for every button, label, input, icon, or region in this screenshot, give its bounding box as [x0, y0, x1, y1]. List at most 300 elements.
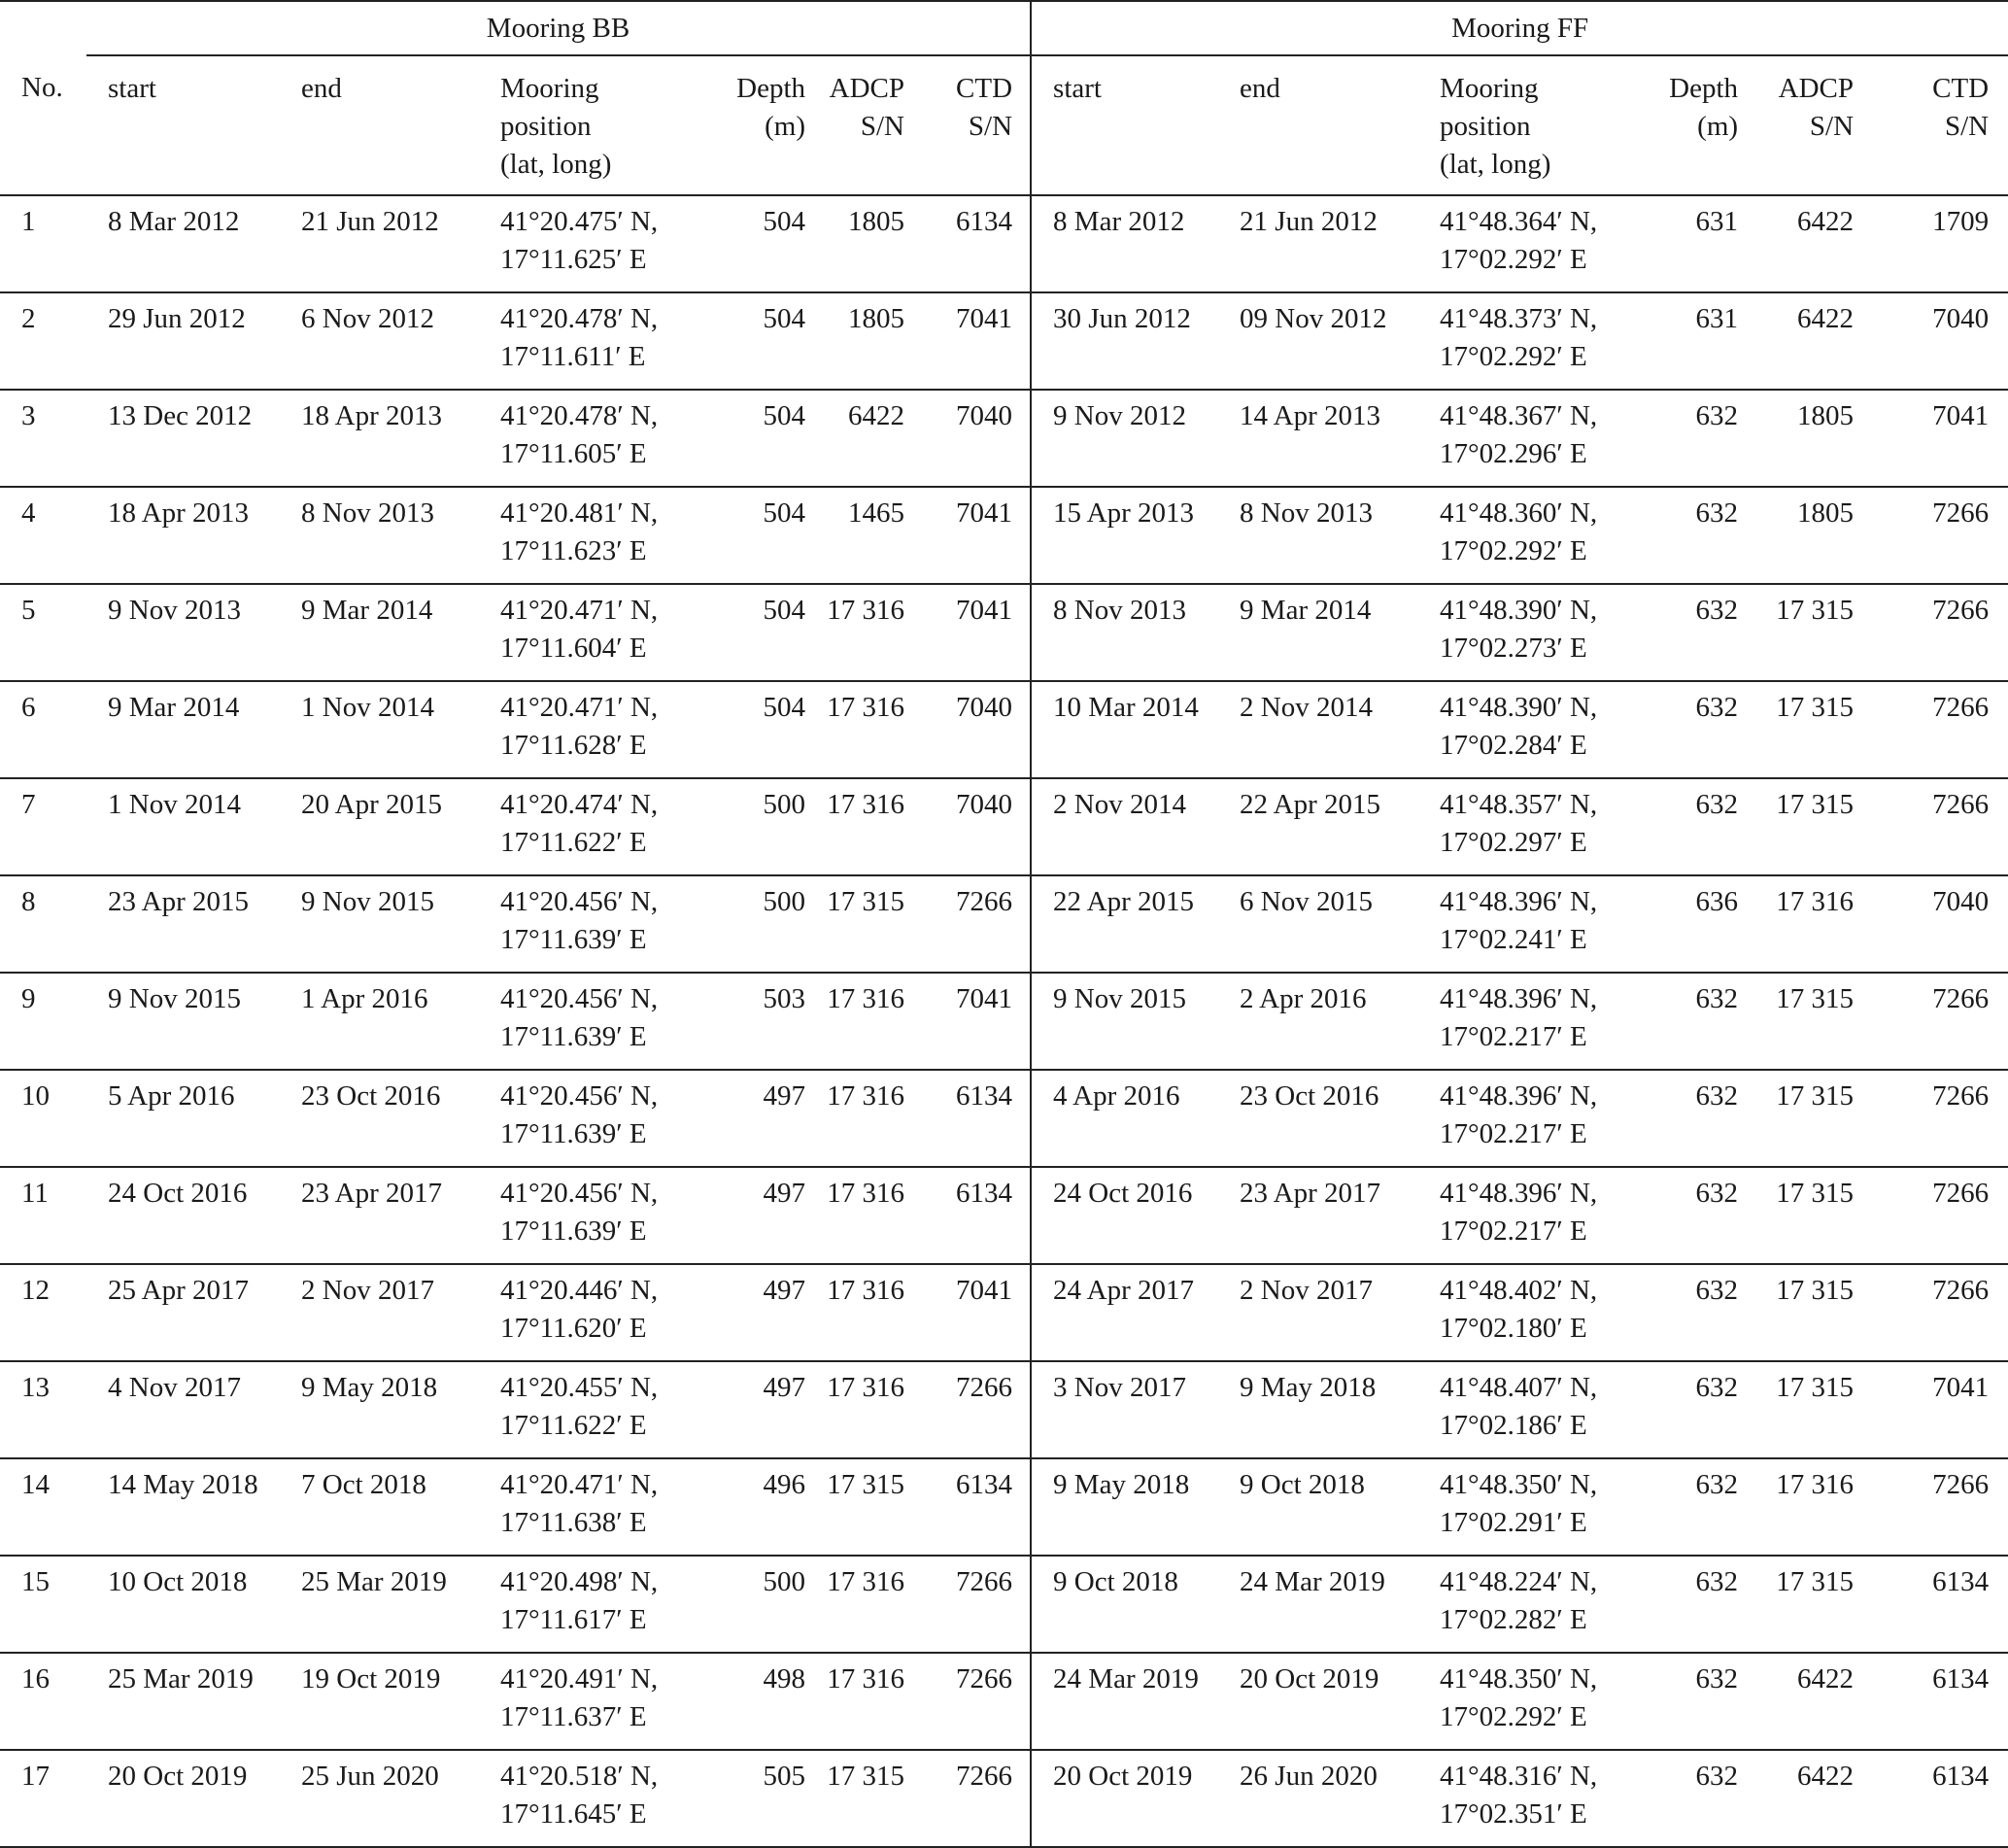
cell-start-ff: 8 Mar 2012: [1031, 195, 1230, 292]
cell-start-ff: 2 Nov 2014: [1031, 778, 1230, 875]
cell-position-ff: [1432, 778, 1644, 875]
cell-position-ff: [1432, 195, 1644, 292]
cell-adcp-ff: 17 315: [1755, 778, 1877, 875]
cell-lat-bb: 41°20.478′ N,: [500, 400, 659, 431]
cell-lat-bb: 41°20.518′ N,: [500, 1761, 659, 1792]
cell-lon-bb: 17°11.623′ E: [500, 535, 647, 566]
table-row: [0, 1070, 2008, 1167]
cell-lon-bb: 17°11.639′ E: [500, 924, 647, 955]
cell-end-ff: 14 Apr 2013: [1230, 390, 1432, 487]
cell-ctd-ff: 7041: [1877, 1361, 2008, 1458]
cell-lat-ff: 41°48.367′ N,: [1440, 400, 1598, 431]
cell-adcp-ff: 1805: [1755, 487, 1877, 584]
header-adcp-line: ADCP: [829, 73, 904, 104]
cell-depth-bb: 504: [709, 195, 823, 292]
cell-lon-ff: 17°02.180′ E: [1440, 1313, 1587, 1344]
cell-end-ff: 9 Oct 2018: [1230, 1458, 1432, 1556]
cell-end-ff: 9 Mar 2014: [1230, 584, 1432, 681]
cell-lon-bb: 17°11.639′ E: [500, 1021, 647, 1052]
cell-end-ff: 2 Nov 2017: [1230, 1264, 1432, 1361]
cell-position-ff: [1432, 390, 1644, 487]
cell-end-ff: 2 Apr 2016: [1230, 973, 1432, 1070]
cell-lon-ff: 17°02.292′ E: [1440, 341, 1587, 372]
cell-lon-bb: 17°11.628′ E: [500, 730, 647, 761]
cell-ctd-ff: 7266: [1877, 1264, 2008, 1361]
cell-lon-bb: 17°11.639′ E: [500, 1118, 647, 1149]
cell-position-ff: [1432, 292, 1644, 390]
cell-start-ff: 24 Apr 2017: [1031, 1264, 1230, 1361]
cell-adcp-ff: 17 315: [1755, 1264, 1877, 1361]
cell-start-ff: 24 Oct 2016: [1031, 1167, 1230, 1264]
cell-start-ff: 9 Nov 2015: [1031, 973, 1230, 1070]
group-label-ff: Mooring FF: [1031, 1, 2008, 55]
cell-end-bb: 20 Apr 2015: [291, 778, 493, 875]
header-end-ff: end: [1230, 55, 1432, 195]
cell-lat-ff: 41°48.396′ N,: [1440, 886, 1598, 917]
header-position-line: position: [500, 111, 592, 142]
cell-lon-ff: 17°02.292′ E: [1440, 244, 1587, 275]
cell-lat-ff: 41°48.224′ N,: [1440, 1566, 1598, 1597]
cell-lon-ff: 17°02.351′ E: [1440, 1798, 1587, 1830]
cell-start-ff: 24 Mar 2019: [1031, 1653, 1230, 1750]
cell-start-ff: 30 Jun 2012: [1031, 292, 1230, 390]
cell-ctd-ff: 7040: [1877, 875, 2008, 973]
cell-lat-ff: 41°48.316′ N,: [1440, 1761, 1598, 1792]
table-row: [0, 973, 2008, 1070]
cell-start-bb: 4 Nov 2017: [86, 1361, 291, 1458]
table-row: [0, 487, 2008, 584]
cell-lat-bb: 41°20.455′ N,: [500, 1372, 659, 1403]
cell-lon-ff: 17°02.217′ E: [1440, 1021, 1587, 1052]
header-ctd-ff: [1877, 55, 2008, 195]
cell-end-bb: 25 Jun 2020: [291, 1750, 493, 1847]
cell-ctd-ff: 6134: [1877, 1556, 2008, 1653]
cell-lon-ff: 17°02.217′ E: [1440, 1118, 1587, 1149]
header-adcp-line: S/N: [860, 111, 904, 142]
cell-end-bb: 9 Nov 2015: [291, 875, 493, 973]
cell-depth-bb: 504: [709, 487, 823, 584]
table-row: [0, 390, 2008, 487]
header-ctd-line: S/N: [1944, 111, 1990, 142]
cell-ctd-ff: 7266: [1877, 681, 2008, 778]
cell-start-bb: 8 Mar 2012: [86, 195, 291, 292]
cell-position-ff: [1432, 1264, 1644, 1361]
cell-depth-ff: 632: [1644, 487, 1755, 584]
column-header-row: [0, 55, 2008, 195]
cell-start-bb: 20 Oct 2019: [86, 1750, 291, 1847]
cell-ctd-bb: 7041: [928, 292, 1031, 390]
cell-ctd-bb: 6134: [928, 1458, 1031, 1556]
cell-end-bb: 23 Apr 2017: [291, 1167, 493, 1264]
cell-start-bb: 10 Oct 2018: [86, 1556, 291, 1653]
cell-depth-ff: 632: [1644, 1070, 1755, 1167]
cell-adcp-ff: 1805: [1755, 390, 1877, 487]
cell-start-bb: 25 Mar 2019: [86, 1653, 291, 1750]
header-ctd-line: S/N: [968, 111, 1013, 142]
cell-lat-bb: 41°20.478′ N,: [500, 303, 659, 334]
cell-lat-bb: 41°20.456′ N,: [500, 1080, 659, 1112]
cell-end-ff: 23 Oct 2016: [1230, 1070, 1432, 1167]
cell-start-ff: 10 Mar 2014: [1031, 681, 1230, 778]
cell-ctd-bb: 7266: [928, 875, 1031, 973]
cell-lat-ff: 41°48.390′ N,: [1440, 692, 1598, 723]
cell-start-ff: 3 Nov 2017: [1031, 1361, 1230, 1458]
table-row: [0, 1264, 2008, 1361]
cell-end-ff: 23 Apr 2017: [1230, 1167, 1432, 1264]
cell-adcp-ff: 17 315: [1755, 1167, 1877, 1264]
cell-lat-bb: 41°20.471′ N,: [500, 692, 659, 723]
cell-position-bb: [493, 973, 709, 1070]
cell-ctd-bb: 7040: [928, 778, 1031, 875]
cell-lon-ff: 17°02.273′ E: [1440, 633, 1587, 664]
header-position-line: (lat, long): [1440, 149, 1551, 180]
cell-position-ff: [1432, 1750, 1644, 1847]
cell-adcp-bb: 1465: [823, 487, 928, 584]
cell-adcp-bb: 6422: [823, 390, 928, 487]
cell-adcp-bb: 17 316: [823, 1070, 928, 1167]
cell-lat-ff: 41°48.402′ N,: [1440, 1275, 1598, 1306]
cell-position-ff: [1432, 1167, 1644, 1264]
cell-lat-ff: 41°48.357′ N,: [1440, 789, 1598, 820]
cell-depth-ff: 631: [1644, 292, 1755, 390]
cell-position-bb: [493, 1653, 709, 1750]
cell-position-ff: [1432, 875, 1644, 973]
cell-adcp-bb: 17 315: [823, 875, 928, 973]
cell-end-bb: 25 Mar 2019: [291, 1556, 493, 1653]
cell-adcp-bb: 17 316: [823, 1653, 928, 1750]
header-depth-line: Depth: [736, 73, 805, 104]
cell-ctd-ff: 7266: [1877, 973, 2008, 1070]
cell-depth-ff: 632: [1644, 778, 1755, 875]
cell-depth-bb: 497: [709, 1264, 823, 1361]
header-depth-bb: [709, 55, 823, 195]
cell-adcp-bb: 17 316: [823, 681, 928, 778]
cell-lat-bb: 41°20.474′ N,: [500, 789, 659, 820]
table-row: [0, 778, 2008, 875]
cell-depth-ff: 632: [1644, 390, 1755, 487]
cell-ctd-bb: 7266: [928, 1653, 1031, 1750]
cell-ctd-bb: 7041: [928, 487, 1031, 584]
cell-ctd-ff: 7266: [1877, 1070, 2008, 1167]
cell-no: 5: [0, 584, 86, 681]
cell-adcp-bb: 17 316: [823, 778, 928, 875]
cell-lon-ff: 17°02.292′ E: [1440, 535, 1587, 566]
cell-start-ff: 4 Apr 2016: [1031, 1070, 1230, 1167]
header-ctd-bb: [928, 55, 1031, 195]
cell-lon-bb: 17°11.645′ E: [500, 1798, 647, 1830]
cell-end-bb: 9 May 2018: [291, 1361, 493, 1458]
cell-depth-ff: 632: [1644, 584, 1755, 681]
cell-start-bb: 29 Jun 2012: [86, 292, 291, 390]
cell-end-bb: 19 Oct 2019: [291, 1653, 493, 1750]
table-row: [0, 292, 2008, 390]
cell-lat-bb: 41°20.456′ N,: [500, 886, 659, 917]
cell-lon-ff: 17°02.292′ E: [1440, 1701, 1587, 1732]
cell-ctd-ff: 7266: [1877, 487, 2008, 584]
group-header-row: [0, 1, 2008, 55]
cell-lat-bb: 41°20.456′ N,: [500, 1178, 659, 1209]
cell-position-ff: [1432, 584, 1644, 681]
cell-end-ff: 21 Jun 2012: [1230, 195, 1432, 292]
cell-depth-ff: 632: [1644, 1167, 1755, 1264]
cell-ctd-ff: 7266: [1877, 1167, 2008, 1264]
cell-lon-bb: 17°11.639′ E: [500, 1215, 647, 1247]
cell-depth-ff: 632: [1644, 1361, 1755, 1458]
cell-end-bb: 8 Nov 2013: [291, 487, 493, 584]
cell-depth-bb: 503: [709, 973, 823, 1070]
cell-end-bb: 18 Apr 2013: [291, 390, 493, 487]
header-position-ff: [1432, 55, 1644, 195]
cell-lon-ff: 17°02.217′ E: [1440, 1215, 1587, 1247]
cell-adcp-ff: 17 315: [1755, 584, 1877, 681]
cell-adcp-bb: 17 316: [823, 1361, 928, 1458]
cell-depth-bb: 497: [709, 1361, 823, 1458]
cell-position-bb: [493, 778, 709, 875]
cell-position-ff: [1432, 1361, 1644, 1458]
cell-lat-ff: 41°48.396′ N,: [1440, 983, 1598, 1014]
cell-lat-ff: 41°48.373′ N,: [1440, 303, 1598, 334]
cell-no: 6: [0, 681, 86, 778]
cell-lat-ff: 41°48.396′ N,: [1440, 1178, 1598, 1209]
cell-end-bb: 7 Oct 2018: [291, 1458, 493, 1556]
header-depth-line: (m): [1697, 111, 1739, 142]
cell-position-bb: [493, 1361, 709, 1458]
cell-lon-ff: 17°02.241′ E: [1440, 924, 1587, 955]
cell-no: 16: [0, 1653, 86, 1750]
cell-position-bb: [493, 584, 709, 681]
cell-depth-bb: 500: [709, 778, 823, 875]
header-position-line: Mooring: [1440, 73, 1539, 104]
cell-start-bb: 5 Apr 2016: [86, 1070, 291, 1167]
cell-end-ff: 8 Nov 2013: [1230, 487, 1432, 584]
cell-depth-ff: 632: [1644, 1653, 1755, 1750]
cell-no: 12: [0, 1264, 86, 1361]
header-adcp-bb: [823, 55, 928, 195]
cell-end-bb: 2 Nov 2017: [291, 1264, 493, 1361]
table-row: [0, 1750, 2008, 1847]
cell-start-ff: 15 Apr 2013: [1031, 487, 1230, 584]
cell-adcp-ff: 17 315: [1755, 1361, 1877, 1458]
cell-adcp-bb: 1805: [823, 292, 928, 390]
cell-position-bb: [493, 390, 709, 487]
cell-lat-bb: 41°20.471′ N,: [500, 595, 659, 626]
table-row: [0, 1167, 2008, 1264]
cell-no: 1: [0, 195, 86, 292]
cell-lon-ff: 17°02.284′ E: [1440, 730, 1587, 761]
cell-lon-bb: 17°11.625′ E: [500, 244, 647, 275]
cell-adcp-bb: 17 316: [823, 973, 928, 1070]
cell-ctd-ff: 1709: [1877, 195, 2008, 292]
header-adcp-line: ADCP: [1778, 73, 1855, 104]
cell-ctd-ff: 7266: [1877, 584, 2008, 681]
cell-ctd-bb: 6134: [928, 1167, 1031, 1264]
cell-lon-bb: 17°11.617′ E: [500, 1604, 647, 1635]
header-ctd-line: CTD: [1932, 73, 1990, 104]
cell-no: 8: [0, 875, 86, 973]
cell-lat-ff: 41°48.364′ N,: [1440, 206, 1598, 237]
cell-start-bb: 9 Nov 2015: [86, 973, 291, 1070]
group-spacer: [0, 1, 86, 55]
cell-end-bb: 23 Oct 2016: [291, 1070, 493, 1167]
cell-ctd-bb: 7041: [928, 1264, 1031, 1361]
cell-depth-ff: 632: [1644, 973, 1755, 1070]
cell-position-bb: [493, 681, 709, 778]
cell-position-bb: [493, 1556, 709, 1653]
table-row: [0, 1361, 2008, 1458]
cell-position-ff: [1432, 1070, 1644, 1167]
cell-start-ff: 20 Oct 2019: [1031, 1750, 1230, 1847]
cell-start-bb: 9 Mar 2014: [86, 681, 291, 778]
table-row: [0, 1458, 2008, 1556]
cell-end-ff: 6 Nov 2015: [1230, 875, 1432, 973]
cell-position-bb: [493, 292, 709, 390]
cell-position-ff: [1432, 487, 1644, 584]
cell-end-ff: 26 Jun 2020: [1230, 1750, 1432, 1847]
cell-depth-ff: 632: [1644, 1750, 1755, 1847]
cell-end-bb: 6 Nov 2012: [291, 292, 493, 390]
cell-end-ff: 09 Nov 2012: [1230, 292, 1432, 390]
cell-lat-bb: 41°20.446′ N,: [500, 1275, 659, 1306]
cell-adcp-bb: 17 315: [823, 1750, 928, 1847]
cell-no: 9: [0, 973, 86, 1070]
cell-depth-bb: 504: [709, 292, 823, 390]
cell-end-bb: 21 Jun 2012: [291, 195, 493, 292]
cell-start-ff: 9 May 2018: [1031, 1458, 1230, 1556]
cell-no: 17: [0, 1750, 86, 1847]
cell-lat-ff: 41°48.350′ N,: [1440, 1469, 1598, 1500]
cell-lon-ff: 17°02.186′ E: [1440, 1410, 1587, 1441]
cell-position-bb: [493, 875, 709, 973]
cell-ctd-bb: 7040: [928, 390, 1031, 487]
cell-start-ff: 8 Nov 2013: [1031, 584, 1230, 681]
cell-start-bb: 13 Dec 2012: [86, 390, 291, 487]
cell-position-ff: [1432, 1653, 1644, 1750]
cell-lat-ff: 41°48.407′ N,: [1440, 1372, 1598, 1403]
cell-adcp-ff: 17 315: [1755, 681, 1877, 778]
cell-no: 14: [0, 1458, 86, 1556]
header-no: No.: [0, 55, 86, 195]
cell-no: 15: [0, 1556, 86, 1653]
cell-start-bb: 24 Oct 2016: [86, 1167, 291, 1264]
cell-lon-bb: 17°11.622′ E: [500, 827, 647, 858]
cell-adcp-ff: 6422: [1755, 1653, 1877, 1750]
table-row: [0, 1556, 2008, 1653]
cell-ctd-bb: 7266: [928, 1361, 1031, 1458]
cell-depth-ff: 632: [1644, 1556, 1755, 1653]
cell-start-ff: 9 Oct 2018: [1031, 1556, 1230, 1653]
cell-lat-ff: 41°48.396′ N,: [1440, 1080, 1598, 1112]
cell-lon-ff: 17°02.297′ E: [1440, 827, 1587, 858]
cell-lat-bb: 41°20.491′ N,: [500, 1663, 659, 1694]
cell-depth-ff: 636: [1644, 875, 1755, 973]
cell-lat-bb: 41°20.475′ N,: [500, 206, 659, 237]
cell-adcp-ff: 6422: [1755, 1750, 1877, 1847]
cell-start-bb: 25 Apr 2017: [86, 1264, 291, 1361]
cell-depth-bb: 504: [709, 681, 823, 778]
cell-position-bb: [493, 1750, 709, 1847]
header-start-bb: start: [86, 55, 291, 195]
cell-lon-bb: 17°11.622′ E: [500, 1410, 647, 1441]
cell-lat-ff: 41°48.350′ N,: [1440, 1663, 1598, 1694]
cell-start-bb: 18 Apr 2013: [86, 487, 291, 584]
header-adcp-line: S/N: [1809, 111, 1855, 142]
cell-adcp-bb: 17 316: [823, 1556, 928, 1653]
header-start-ff: start: [1031, 55, 1230, 195]
cell-depth-bb: 500: [709, 1556, 823, 1653]
cell-end-ff: 2 Nov 2014: [1230, 681, 1432, 778]
cell-start-bb: 14 May 2018: [86, 1458, 291, 1556]
cell-start-ff: 9 Nov 2012: [1031, 390, 1230, 487]
cell-adcp-bb: 1805: [823, 195, 928, 292]
cell-lon-ff: 17°02.282′ E: [1440, 1604, 1587, 1635]
cell-end-ff: 20 Oct 2019: [1230, 1653, 1432, 1750]
cell-end-ff: 9 May 2018: [1230, 1361, 1432, 1458]
cell-lon-bb: 17°11.637′ E: [500, 1701, 647, 1732]
cell-ctd-ff: 7266: [1877, 1458, 2008, 1556]
cell-adcp-bb: 17 316: [823, 1167, 928, 1264]
cell-adcp-ff: 17 315: [1755, 973, 1877, 1070]
cell-lon-ff: 17°02.296′ E: [1440, 438, 1587, 469]
cell-lon-bb: 17°11.620′ E: [500, 1313, 647, 1344]
cell-position-bb: [493, 487, 709, 584]
cell-ctd-ff: 7041: [1877, 390, 2008, 487]
header-position-bb: [493, 55, 709, 195]
cell-no: 2: [0, 292, 86, 390]
cell-adcp-bb: 17 316: [823, 1264, 928, 1361]
cell-adcp-bb: 17 316: [823, 584, 928, 681]
cell-no: 3: [0, 390, 86, 487]
cell-no: 4: [0, 487, 86, 584]
cell-lon-bb: 17°11.604′ E: [500, 633, 647, 664]
cell-end-bb: 9 Mar 2014: [291, 584, 493, 681]
cell-position-bb: [493, 1070, 709, 1167]
cell-lat-bb: 41°20.498′ N,: [500, 1566, 659, 1597]
cell-ctd-ff: 7266: [1877, 778, 2008, 875]
cell-start-bb: 9 Nov 2013: [86, 584, 291, 681]
cell-depth-ff: 632: [1644, 1264, 1755, 1361]
cell-depth-bb: 496: [709, 1458, 823, 1556]
cell-no: 10: [0, 1070, 86, 1167]
header-adcp-ff: [1755, 55, 1877, 195]
cell-end-bb: 1 Nov 2014: [291, 681, 493, 778]
cell-position-bb: [493, 1458, 709, 1556]
group-label-bb: Mooring BB: [86, 1, 1031, 55]
cell-adcp-ff: 6422: [1755, 195, 1877, 292]
cell-depth-bb: 497: [709, 1167, 823, 1264]
table-row: [0, 1653, 2008, 1750]
cell-adcp-ff: 17 315: [1755, 1070, 1877, 1167]
cell-ctd-bb: 6134: [928, 1070, 1031, 1167]
header-depth-line: (m): [765, 111, 805, 142]
cell-depth-bb: 497: [709, 1070, 823, 1167]
cell-lat-bb: 41°20.456′ N,: [500, 983, 659, 1014]
cell-lon-bb: 17°11.611′ E: [500, 341, 646, 372]
cell-position-ff: [1432, 973, 1644, 1070]
cell-lat-bb: 41°20.481′ N,: [500, 497, 659, 529]
header-ctd-line: CTD: [956, 73, 1013, 104]
cell-lon-bb: 17°11.638′ E: [500, 1507, 647, 1538]
cell-end-ff: 24 Mar 2019: [1230, 1556, 1432, 1653]
cell-lat-bb: 41°20.471′ N,: [500, 1469, 659, 1500]
cell-depth-bb: 498: [709, 1653, 823, 1750]
cell-adcp-bb: 17 315: [823, 1458, 928, 1556]
cell-depth-ff: 631: [1644, 195, 1755, 292]
cell-lon-bb: 17°11.605′ E: [500, 438, 647, 469]
cell-start-bb: 23 Apr 2015: [86, 875, 291, 973]
cell-depth-bb: 504: [709, 584, 823, 681]
cell-ctd-bb: 7041: [928, 973, 1031, 1070]
cell-end-ff: 22 Apr 2015: [1230, 778, 1432, 875]
